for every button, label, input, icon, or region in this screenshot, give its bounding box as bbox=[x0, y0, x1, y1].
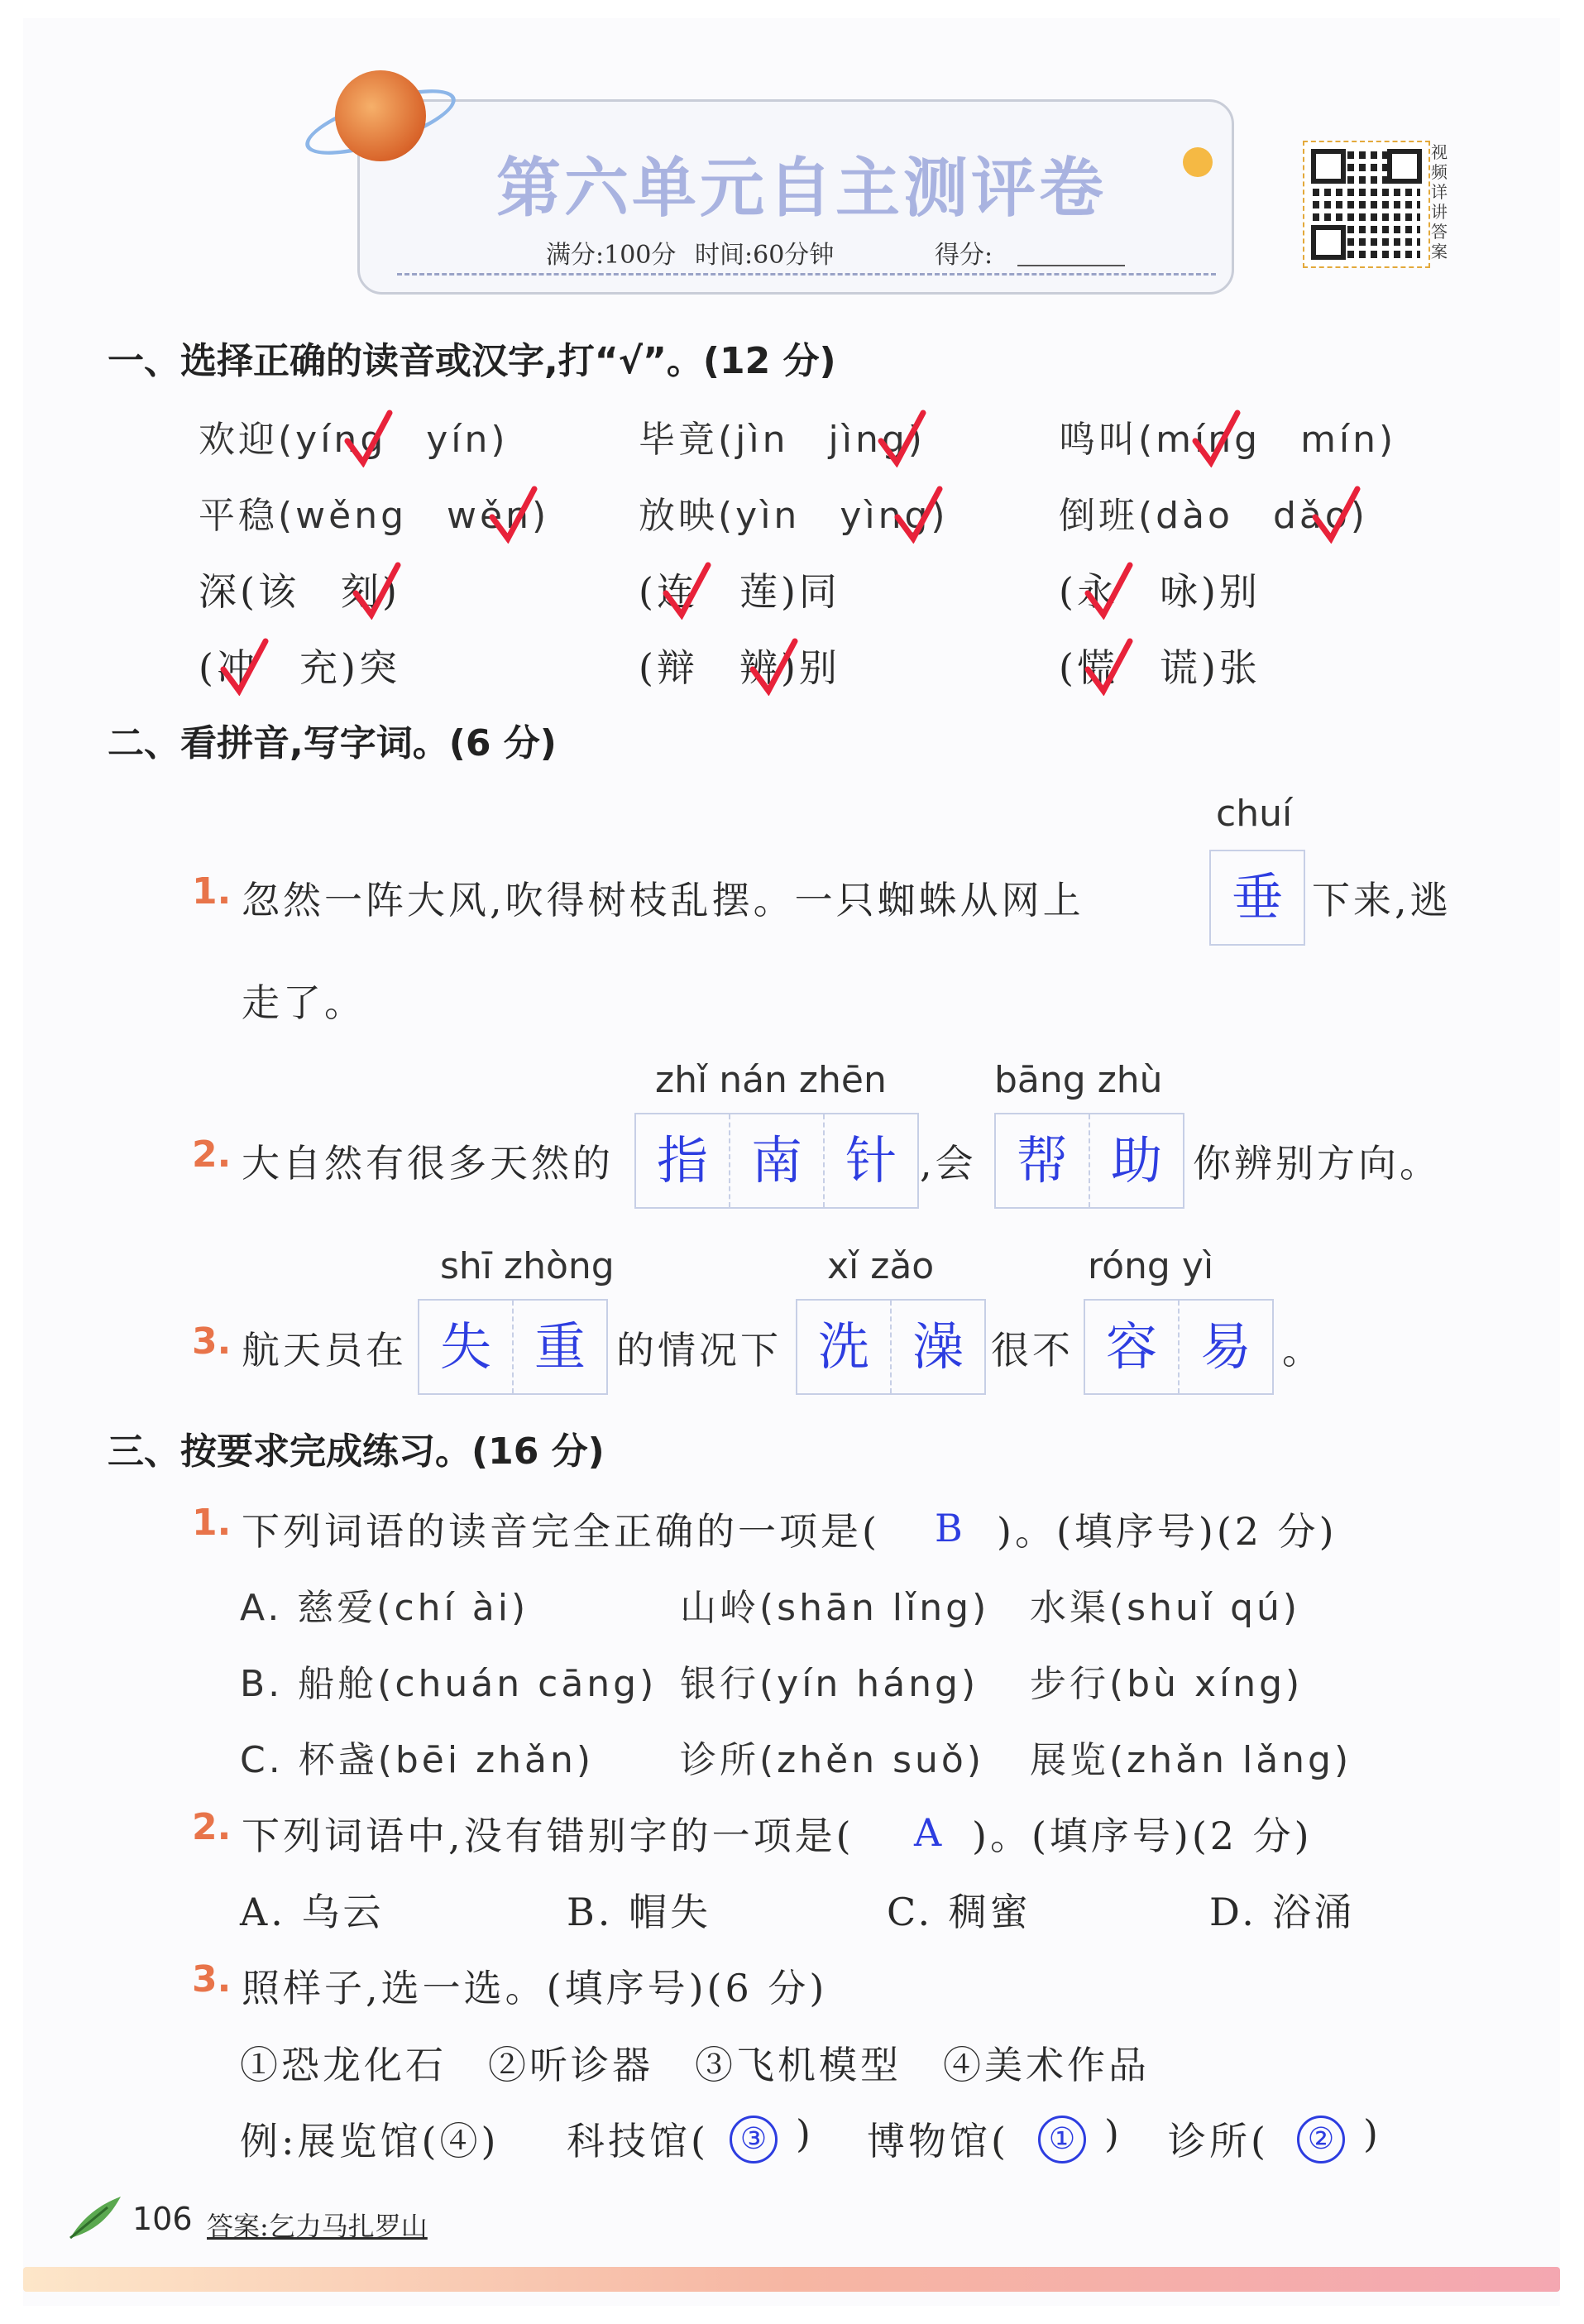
s3-q2-optD: D. 浴涌 bbox=[1209, 1890, 1356, 1934]
q2-answer-box-1 bbox=[634, 1113, 919, 1209]
answer-char: 帮 bbox=[996, 1114, 1090, 1207]
q3-pinyin2: xǐ zǎo bbox=[827, 1245, 935, 1287]
q2-text-after: 你辨别方向。 bbox=[1193, 1141, 1441, 1186]
q3-answer-box-2 bbox=[796, 1299, 986, 1395]
answer-char: 垂 bbox=[1231, 867, 1283, 927]
check-mark-icon bbox=[662, 562, 711, 620]
s1-r3-c1: 深(该 刻) bbox=[199, 569, 400, 614]
page-number: 106 bbox=[132, 2201, 193, 2237]
q1-number: 1. bbox=[192, 870, 232, 913]
full-score: 满分:100分 bbox=[546, 241, 677, 270]
q3-text-mid2: 很不 bbox=[991, 1328, 1074, 1373]
qr-corner bbox=[1311, 149, 1346, 184]
s3-q3-item1: 科技馆( bbox=[567, 2119, 709, 2163]
q3-pinyin3: róng yì bbox=[1088, 1245, 1214, 1287]
decor-dot-icon bbox=[1183, 147, 1213, 177]
s1-r3-c2: (连 莲)同 bbox=[639, 569, 840, 614]
s1-r3-c3: (永 咏)别 bbox=[1059, 569, 1261, 614]
s3-q3-stem: 照样子,选一选。(填序号)(6 分) bbox=[242, 1966, 828, 2010]
answer-char: 易 bbox=[1199, 1316, 1251, 1377]
header-divider bbox=[397, 273, 1216, 276]
s1-r2-c2: 放映(yìn yìng) bbox=[639, 495, 949, 537]
q3-answer-box-1 bbox=[418, 1299, 608, 1395]
q1-text-after: 下来,逃 bbox=[1312, 878, 1452, 922]
q1-pinyin: chuí bbox=[1216, 793, 1293, 835]
answer-char: 洗 bbox=[797, 1301, 892, 1393]
q2-text-mid: ,会 bbox=[920, 1141, 977, 1186]
s3-q3-choices: ①恐龙化石 ②听诊器 ③飞机模型 ④美术作品 bbox=[240, 2043, 1150, 2087]
s3-q2-stem-a: 下列词语中,没有错别字的一项是( bbox=[242, 1814, 854, 1858]
answer-char: 助 bbox=[1110, 1130, 1162, 1191]
s3-q2-optB: B. 帽失 bbox=[567, 1890, 712, 1934]
check-mark-icon bbox=[749, 638, 798, 696]
s3-q1-answer: B bbox=[935, 1506, 963, 1550]
s3-q3-answer1: ③ bbox=[730, 2116, 778, 2163]
s3-q1-optA-1: A. 慈爱(chí ài) bbox=[240, 1587, 529, 1629]
s1-r4-c3: (慌 谎)张 bbox=[1059, 645, 1261, 690]
s1-r1-c1: 欢迎(yíng yín) bbox=[199, 419, 509, 461]
q1-line2: 走了。 bbox=[242, 980, 366, 1025]
qr-corner bbox=[1387, 149, 1422, 184]
s1-r1-c2: 毕竟(jìn jìng) bbox=[639, 419, 926, 461]
q2-answer-box-2 bbox=[994, 1113, 1184, 1209]
time-limit: 时间:60分钟 bbox=[695, 241, 835, 270]
check-mark-icon bbox=[877, 410, 926, 467]
q3-answer-box-3 bbox=[1084, 1299, 1274, 1395]
s1-r4-c2: (辩 辨)别 bbox=[639, 645, 840, 690]
s3-q1-optB-3: 步行(bù xíng) bbox=[1030, 1663, 1304, 1705]
s3-q3-close2: ) bbox=[1104, 2111, 1122, 2156]
s3-q3-close3: ) bbox=[1363, 2111, 1381, 2156]
section2-heading: 二、看拼音,写字词。(6 分) bbox=[108, 722, 557, 764]
s3-q1-optB-1: B. 船舱(chuán cāng) bbox=[240, 1663, 658, 1705]
check-mark-icon bbox=[1084, 638, 1133, 696]
qr-corner bbox=[1311, 225, 1346, 260]
answer-char: 针 bbox=[845, 1130, 897, 1191]
s3-q2-stem-b: )。(填序号)(2 分) bbox=[972, 1814, 1313, 1858]
section1-heading: 一、选择正确的读音或汉字,打“√”。(12 分) bbox=[108, 340, 836, 382]
check-mark-icon bbox=[488, 486, 538, 544]
check-mark-icon bbox=[219, 638, 269, 696]
check-mark-icon bbox=[893, 486, 943, 544]
s3-q3-answer2: ① bbox=[1038, 2116, 1086, 2163]
q1-answer-box bbox=[1209, 850, 1305, 946]
s3-q2-number: 2. bbox=[192, 1806, 232, 1848]
check-mark-icon bbox=[352, 562, 401, 620]
check-mark-icon bbox=[1084, 562, 1133, 620]
answer-char: 容 bbox=[1085, 1301, 1180, 1393]
planet-icon bbox=[335, 70, 426, 161]
s3-q3-number: 3. bbox=[192, 1958, 232, 2001]
check-mark-icon bbox=[1191, 410, 1241, 467]
footer-band bbox=[23, 2267, 1560, 2292]
s3-q2-optA: A. 乌云 bbox=[240, 1890, 385, 1934]
page-title: 第六单元自主测评卷 bbox=[496, 151, 1108, 226]
q2-pinyin2: bāng zhù bbox=[994, 1059, 1163, 1101]
s3-q1-optA-3: 水渠(shuǐ qú) bbox=[1030, 1587, 1301, 1629]
score-label: 得分: bbox=[935, 241, 993, 270]
s3-q1-optC-1: C. 杯盏(bēi zhǎn) bbox=[240, 1739, 595, 1781]
s3-q2-optC: C. 稠蜜 bbox=[887, 1890, 1031, 1934]
s1-r4-c1: (冲 充)突 bbox=[199, 645, 400, 690]
s3-q1-number: 1. bbox=[192, 1502, 232, 1544]
section3-heading: 三、按要求完成练习。(16 分) bbox=[108, 1430, 605, 1473]
answer-char: 失 bbox=[419, 1301, 514, 1393]
qr-code-icon[interactable] bbox=[1303, 141, 1430, 268]
answer-char: 南 bbox=[730, 1114, 825, 1207]
score-blank bbox=[1017, 265, 1125, 266]
s3-q3-example: 例:展览馆(④) bbox=[240, 2119, 500, 2163]
q3-text-before: 航天员在 bbox=[242, 1328, 407, 1373]
q1-text-before: 忽然一阵大风,吹得树枝乱摆。一只蜘蛛从网上 bbox=[242, 878, 1084, 922]
s3-q2-answer: A bbox=[914, 1810, 942, 1855]
q3-pinyin1: shī zhòng bbox=[440, 1245, 615, 1287]
check-mark-icon bbox=[343, 410, 393, 467]
s3-q1-stem-a: 下列词语的读音完全正确的一项是( bbox=[242, 1509, 880, 1554]
q3-text-after: 。 bbox=[1282, 1328, 1323, 1373]
q2-text-before: 大自然有很多天然的 bbox=[242, 1141, 614, 1186]
q3-number: 3. bbox=[192, 1320, 232, 1363]
q2-number: 2. bbox=[192, 1133, 232, 1176]
footer-answer-note: 答案:乞力马扎罗山 bbox=[207, 2211, 428, 2242]
answer-char: 重 bbox=[534, 1316, 586, 1377]
s1-r2-c1: 平稳(wěng wěn) bbox=[199, 495, 550, 537]
s3-q1-optB-2: 银行(yín háng) bbox=[680, 1663, 979, 1705]
s3-q1-stem-b: )。(填序号)(2 分) bbox=[997, 1509, 1338, 1554]
q3-text-mid1: 的情况下 bbox=[616, 1328, 782, 1373]
q2-pinyin1: zhǐ nán zhēn bbox=[655, 1059, 887, 1101]
s1-r1-c3: 鸣叫(míng mín) bbox=[1059, 419, 1397, 461]
answer-char: 澡 bbox=[912, 1316, 964, 1377]
s3-q1-optA-2: 山岭(shān lǐng) bbox=[680, 1587, 990, 1629]
s1-r2-c3: 倒班(dào dǎo) bbox=[1059, 495, 1368, 537]
s3-q3-item2: 博物馆( bbox=[867, 2119, 1009, 2163]
s3-q1-optC-2: 诊所(zhěn suǒ) bbox=[680, 1739, 984, 1781]
leaf-icon bbox=[66, 2192, 124, 2242]
qr-caption: 视频详讲答案 bbox=[1431, 142, 1448, 261]
s3-q1-optC-3: 展览(zhǎn lǎng) bbox=[1030, 1739, 1352, 1781]
check-mark-icon bbox=[1311, 486, 1361, 544]
s3-q3-item3: 诊所( bbox=[1168, 2119, 1269, 2163]
answer-char: 指 bbox=[636, 1114, 730, 1207]
s3-q3-close1: ) bbox=[796, 2111, 814, 2156]
s3-q3-answer3: ② bbox=[1297, 2116, 1345, 2163]
